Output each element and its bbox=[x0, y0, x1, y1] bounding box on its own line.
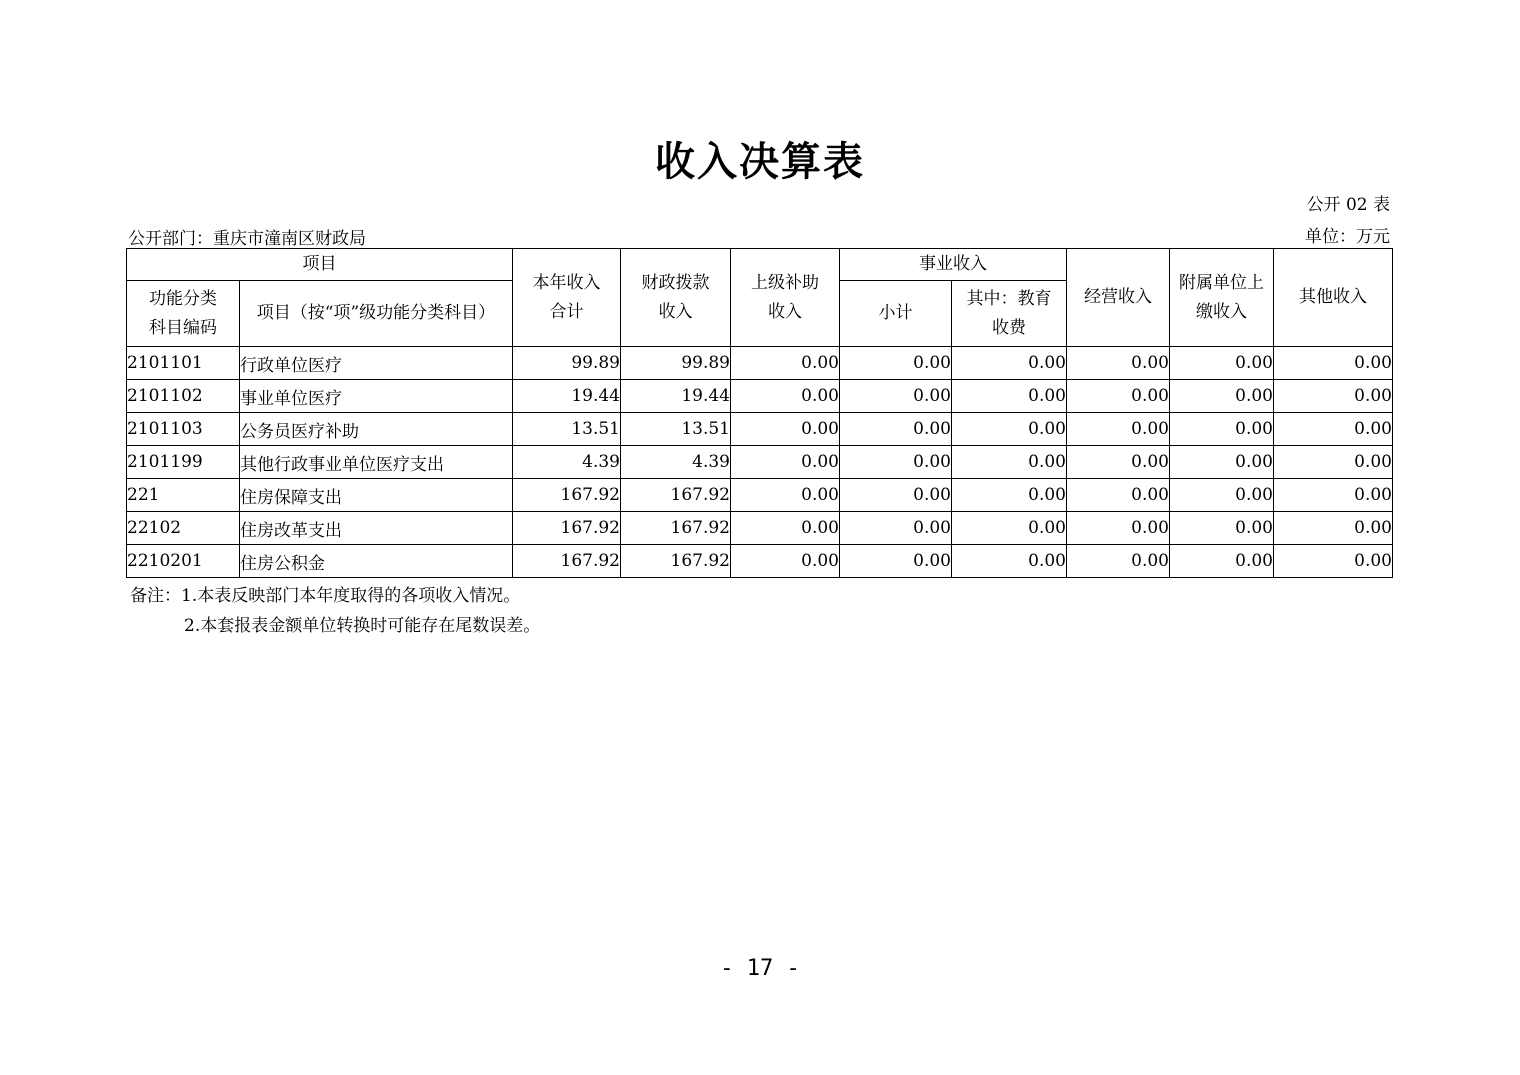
cell-name: 事业单位医疗 bbox=[240, 380, 513, 413]
cell-total: 19.44 bbox=[513, 380, 621, 413]
cell-name: 住房公积金 bbox=[240, 545, 513, 578]
cell-education: 0.00 bbox=[952, 380, 1067, 413]
cell-education: 0.00 bbox=[952, 446, 1067, 479]
cell-education: 0.00 bbox=[952, 479, 1067, 512]
cell-subtotal: 0.00 bbox=[840, 512, 952, 545]
cell-affiliated: 0.00 bbox=[1170, 413, 1274, 446]
cell-fiscal: 13.51 bbox=[621, 413, 731, 446]
cell-other: 0.00 bbox=[1274, 347, 1393, 380]
cell-fiscal: 99.89 bbox=[621, 347, 731, 380]
cell-subtotal: 0.00 bbox=[840, 446, 952, 479]
cell-fiscal: 167.92 bbox=[621, 479, 731, 512]
cell-code: 2101103 bbox=[127, 413, 240, 446]
cell-other: 0.00 bbox=[1274, 512, 1393, 545]
unit-label: 单位：万元 bbox=[1305, 227, 1390, 247]
cell-code: 2101102 bbox=[127, 380, 240, 413]
cell-operating: 0.00 bbox=[1067, 413, 1170, 446]
form-number: 公开 02 表 bbox=[1306, 195, 1390, 215]
cell-name: 其他行政事业单位医疗支出 bbox=[240, 446, 513, 479]
cell-affiliated: 0.00 bbox=[1170, 479, 1274, 512]
cell-fiscal: 4.39 bbox=[621, 446, 731, 479]
cell-superior: 0.00 bbox=[731, 446, 840, 479]
cell-code: 22102 bbox=[127, 512, 240, 545]
cell-education: 0.00 bbox=[952, 545, 1067, 578]
cell-code: 2101101 bbox=[127, 347, 240, 380]
cell-operating: 0.00 bbox=[1067, 347, 1170, 380]
notes bbox=[130, 581, 540, 641]
cell-total: 4.39 bbox=[513, 446, 621, 479]
table-row bbox=[127, 380, 1393, 413]
cell-fiscal: 167.92 bbox=[621, 512, 731, 545]
cell-name: 住房改革支出 bbox=[240, 512, 513, 545]
cell-subtotal: 0.00 bbox=[840, 380, 952, 413]
cell-affiliated: 0.00 bbox=[1170, 347, 1274, 380]
table-row bbox=[127, 347, 1393, 380]
header-superior: 上级补助收入 bbox=[731, 249, 840, 347]
cell-education: 0.00 bbox=[952, 413, 1067, 446]
cell-total: 13.51 bbox=[513, 413, 621, 446]
cell-operating: 0.00 bbox=[1067, 545, 1170, 578]
cell-superior: 0.00 bbox=[731, 380, 840, 413]
cell-operating: 0.00 bbox=[1067, 446, 1170, 479]
cell-operating: 0.00 bbox=[1067, 512, 1170, 545]
cell-superior: 0.00 bbox=[731, 479, 840, 512]
header-business-group: 事业收入 bbox=[840, 249, 1067, 281]
cell-education: 0.00 bbox=[952, 512, 1067, 545]
note-line-2: 2.本套报表金额单位转换时可能存在尾数误差。 bbox=[184, 616, 541, 636]
table-row bbox=[127, 413, 1393, 446]
cell-name: 住房保障支出 bbox=[240, 479, 513, 512]
cell-subtotal: 0.00 bbox=[840, 413, 952, 446]
header-total: 本年收入合计 bbox=[513, 249, 621, 347]
cell-affiliated: 0.00 bbox=[1170, 446, 1274, 479]
cell-subtotal: 0.00 bbox=[840, 479, 952, 512]
cell-affiliated: 0.00 bbox=[1170, 512, 1274, 545]
note-line-1: 备注：1.本表反映部门本年度取得的各项收入情况。 bbox=[130, 586, 521, 606]
cell-superior: 0.00 bbox=[731, 413, 840, 446]
table-row bbox=[127, 512, 1393, 545]
cell-code: 2210201 bbox=[127, 545, 240, 578]
cell-name: 行政单位医疗 bbox=[240, 347, 513, 380]
cell-other: 0.00 bbox=[1274, 380, 1393, 413]
cell-fiscal: 19.44 bbox=[621, 380, 731, 413]
cell-affiliated: 0.00 bbox=[1170, 380, 1274, 413]
cell-operating: 0.00 bbox=[1067, 479, 1170, 512]
cell-other: 0.00 bbox=[1274, 479, 1393, 512]
cell-other: 0.00 bbox=[1274, 413, 1393, 446]
cell-total: 167.92 bbox=[513, 545, 621, 578]
header-other: 其他收入 bbox=[1274, 249, 1393, 347]
header-name: 项目（按“项”级功能分类科目） bbox=[240, 281, 513, 347]
income-table bbox=[126, 248, 1393, 578]
cell-total: 167.92 bbox=[513, 479, 621, 512]
header-item-group: 项目 bbox=[127, 249, 513, 281]
cell-superior: 0.00 bbox=[731, 512, 840, 545]
page-title: 收入决算表 bbox=[655, 138, 865, 185]
cell-subtotal: 0.00 bbox=[840, 545, 952, 578]
cell-code: 2101199 bbox=[127, 446, 240, 479]
header-education: 其中：教育收费 bbox=[952, 281, 1067, 347]
cell-subtotal: 0.00 bbox=[840, 347, 952, 380]
cell-other: 0.00 bbox=[1274, 446, 1393, 479]
header-fiscal: 财政拨款收入 bbox=[621, 249, 731, 347]
department-label: 公开部门：重庆市潼南区财政局 bbox=[128, 229, 366, 249]
cell-superior: 0.00 bbox=[731, 545, 840, 578]
cell-name: 公务员医疗补助 bbox=[240, 413, 513, 446]
table-row bbox=[127, 545, 1393, 578]
cell-other: 0.00 bbox=[1274, 545, 1393, 578]
table-row bbox=[127, 479, 1393, 512]
page-number: - 17 - bbox=[720, 956, 800, 981]
cell-code: 221 bbox=[127, 479, 240, 512]
header-subtotal: 小计 bbox=[840, 281, 952, 347]
cell-superior: 0.00 bbox=[731, 347, 840, 380]
cell-operating: 0.00 bbox=[1067, 380, 1170, 413]
cell-education: 0.00 bbox=[952, 347, 1067, 380]
cell-total: 99.89 bbox=[513, 347, 621, 380]
header-operating: 经营收入 bbox=[1067, 249, 1170, 347]
cell-total: 167.92 bbox=[513, 512, 621, 545]
header-affiliated: 附属单位上缴收入 bbox=[1170, 249, 1274, 347]
cell-affiliated: 0.00 bbox=[1170, 545, 1274, 578]
cell-fiscal: 167.92 bbox=[621, 545, 731, 578]
table-row bbox=[127, 446, 1393, 479]
header-code: 功能分类科目编码 bbox=[127, 281, 240, 347]
